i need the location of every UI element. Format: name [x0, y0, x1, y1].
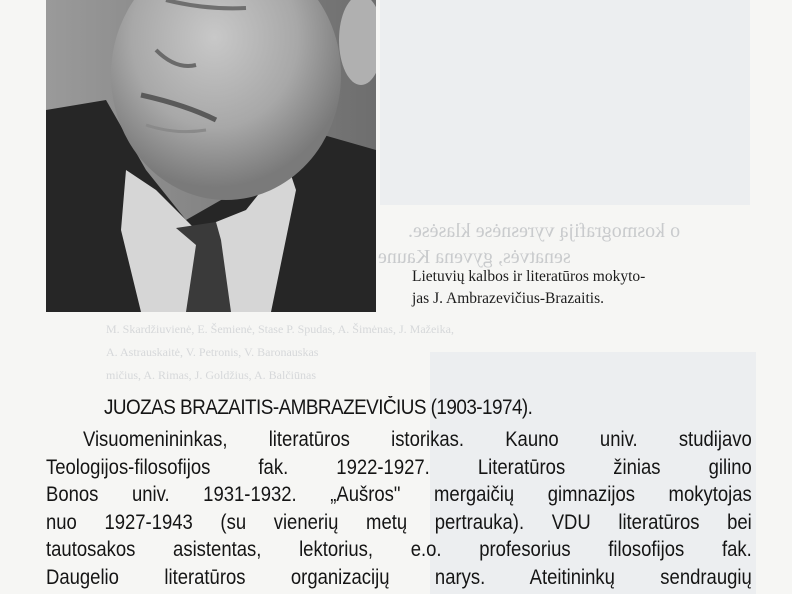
- caption-line-2: jas J. Ambrazevičius-Brazaitis.: [412, 290, 604, 307]
- show-through-text: M. Skardžiuvienė, E. Šemienė, Stase P. Spudas, A. Šimėnas, J. Mažeika,: [106, 322, 454, 336]
- caption-line-1: Lietuvių kalbos ir literatūros mokyto-: [412, 268, 646, 285]
- body-line: tautosakos asistentas, lektorius, e.o. profesorius filosofijos fak.: [46, 538, 752, 561]
- article-body: [46, 426, 752, 591]
- show-through-block-top: [380, 0, 750, 205]
- body-line: Bonos univ. 1931-1932. „Aušros" mergaičių gimnazijos mokytojas: [46, 483, 752, 506]
- show-through-text: mičius, A. Rimas, J. Goldžius, A. Balčiūnas: [106, 368, 316, 382]
- body-line: Teologijos-filosofijos fak. 1922-1927. Literatūros žinias gilino: [46, 455, 752, 479]
- show-through-text: o kosmografiją vyresnėse klasėse.: [408, 220, 681, 242]
- article-heading: JUOZAS BRAZAITIS-AMBRAZEVIČIUS (1903-1974).: [104, 396, 533, 419]
- show-through-text: senatvės, gyvena Kaune: [378, 246, 571, 268]
- body-line: Daugelio literatūros organizacijų narys. Ateitininkų sendraugių: [46, 565, 752, 589]
- body-line: nuo 1927-1943 (su vienerių metų pertrauka). VDU literatūros bei: [46, 510, 752, 534]
- photo-caption: [412, 266, 712, 310]
- body-line: Visuomenininkas, literatūros istorikas. Kauno univ. studijavo: [82, 428, 752, 451]
- show-through-text: A. Astrauskaitė, V. Petronis, V. Baronauskas: [106, 345, 319, 359]
- portrait-image: [46, 0, 376, 312]
- portrait-photo: [46, 0, 376, 312]
